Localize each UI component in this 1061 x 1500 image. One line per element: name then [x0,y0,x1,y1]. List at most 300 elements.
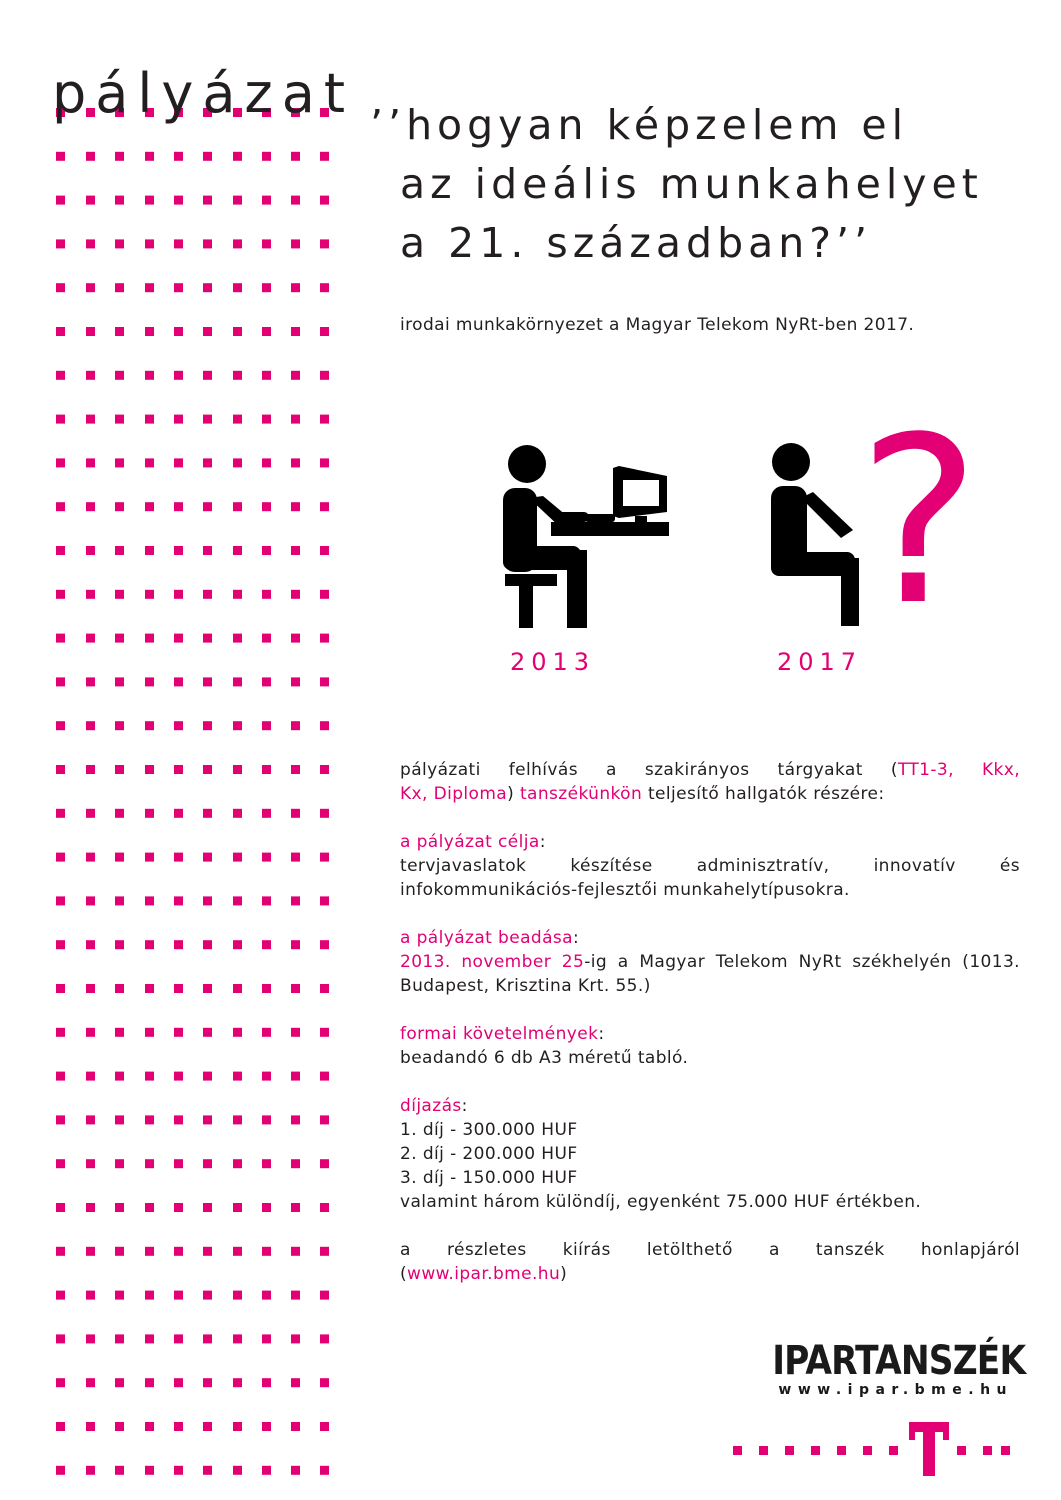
dot [291,371,300,380]
dot [291,1291,300,1300]
dot [145,896,154,905]
dot [56,1466,65,1475]
paren: ( [400,1264,408,1284]
dot [56,546,65,555]
dot [262,371,271,380]
telekom-t-logo-icon [733,1420,1013,1480]
dot [86,1028,95,1037]
goal-line-1: tervjavaslatok készítése adminisztratív, innovatív és [400,856,1020,876]
dot [115,765,124,774]
dot [262,634,271,643]
dot [320,1334,329,1343]
dot [86,546,95,555]
dot [56,634,65,643]
goal-section [400,830,1020,902]
dot [145,1466,154,1475]
dot [320,590,329,599]
call-text: ) [507,784,520,804]
dot [203,1072,212,1081]
dot [56,590,65,599]
dot [233,152,242,161]
dot [262,546,271,555]
dot [320,1422,329,1431]
dot [115,415,124,424]
dot [174,371,183,380]
dot [56,1072,65,1081]
department-word: tanszékünkön [519,784,643,804]
logo-url: www.ipar.bme.hu [778,1382,1013,1398]
dot [86,502,95,511]
dot [320,546,329,555]
dot [203,415,212,424]
prize-item: 3. díj - 150.000 HUF [400,1168,578,1188]
dot [56,1334,65,1343]
dot [145,1378,154,1387]
dot [86,896,95,905]
dot [56,765,65,774]
dot [86,327,95,336]
dot [233,1291,242,1300]
dot [262,502,271,511]
call-paragraph [400,758,1020,806]
dot [86,677,95,686]
dot [233,677,242,686]
logo-wordmark: IPARTANSZÉK [772,1338,1026,1384]
question-mark-glyph: ? [858,389,981,656]
dot [115,590,124,599]
dot [145,327,154,336]
dot [233,634,242,643]
dot [56,721,65,730]
dot [262,239,271,248]
dot [262,677,271,686]
submission-heading [400,926,1020,950]
dot [145,940,154,949]
call-line-1 [400,758,1020,782]
dot [174,1378,183,1387]
dot [56,152,65,161]
dot [320,458,329,467]
dot [86,1378,95,1387]
dot [233,590,242,599]
dot [115,1291,124,1300]
dot [56,458,65,467]
dot [86,590,95,599]
dot [86,721,95,730]
dot [320,239,329,248]
dot [233,1203,242,1212]
dot [320,415,329,424]
dot [320,196,329,205]
dot [86,1159,95,1168]
dot [320,940,329,949]
dot [233,1422,242,1431]
dot [145,1291,154,1300]
ipartanszek-logo [733,1338,1026,1398]
dot [203,1247,212,1256]
dot [291,940,300,949]
dot [262,415,271,424]
dot [233,327,242,336]
deadline-date: 2013. november 25 [400,952,585,972]
dot [115,896,124,905]
dot [174,152,183,161]
dot [145,458,154,467]
dot [203,458,212,467]
dot [115,283,124,292]
subtitle: irodai munkakörnyezet a Magyar Telekom NyRt-ben 2017. [400,315,915,335]
dot [56,327,65,336]
dot [56,984,65,993]
dot [115,853,124,862]
dot [145,1247,154,1256]
call-text: teljesítő hallgatók részére: [642,784,885,804]
dot [115,196,124,205]
dot [86,1422,95,1431]
dot [115,1422,124,1431]
dot [174,283,183,292]
dot [86,239,95,248]
dot [262,940,271,949]
dot [56,502,65,511]
details-line-1: a részletes kiírás letölthető a tanszék honlapjáról [400,1240,1020,1260]
dot [320,853,329,862]
dot [145,1028,154,1037]
colon: : [461,1096,468,1116]
colon: : [539,832,546,852]
dot [262,1247,271,1256]
dot [86,458,95,467]
dot [203,896,212,905]
dot [115,152,124,161]
call-content [400,758,1020,1310]
dot [203,239,212,248]
dot [174,1115,183,1124]
dot [262,721,271,730]
dot [145,415,154,424]
dot [174,853,183,862]
dot [203,1378,212,1387]
dot [262,984,271,993]
submission-section [400,926,1020,998]
prizes-section [400,1094,1020,1214]
dot [174,415,183,424]
dot [233,239,242,248]
dot [291,984,300,993]
dot [291,502,300,511]
dot [145,1159,154,1168]
dot [262,590,271,599]
course-codes-cont: Kx, Diploma [400,784,508,804]
dot [145,1422,154,1431]
dot [291,1203,300,1212]
colon: : [573,928,580,948]
dot [115,1028,124,1037]
dot [320,1115,329,1124]
dot [233,940,242,949]
dot [56,1247,65,1256]
dot [174,634,183,643]
dot [56,239,65,248]
dot [56,371,65,380]
dot [174,1159,183,1168]
dot [115,984,124,993]
dot [262,765,271,774]
dot [203,1466,212,1475]
dot [291,1378,300,1387]
dot [291,239,300,248]
dot [115,1203,124,1212]
dot [320,896,329,905]
dot [145,1203,154,1212]
dot [145,721,154,730]
dot [174,677,183,686]
dot [203,152,212,161]
dot [56,196,65,205]
dot [233,1115,242,1124]
dot [86,1203,95,1212]
dot [174,1422,183,1431]
details-section [400,1238,1020,1286]
dot [262,196,271,205]
dot [291,1115,300,1124]
submission-heading-text: a pályázat beadása [400,928,573,948]
dot [233,196,242,205]
dot [203,1291,212,1300]
dot [291,1422,300,1431]
dot [233,1028,242,1037]
dot [174,546,183,555]
dot [203,590,212,599]
dot [203,1115,212,1124]
dot [145,1072,154,1081]
dot [233,458,242,467]
dot [115,371,124,380]
dot [233,546,242,555]
dot [56,677,65,686]
dot [115,1072,124,1081]
dot [320,634,329,643]
dot [320,327,329,336]
dot [56,415,65,424]
dot [233,502,242,511]
dot [291,1072,300,1081]
dot [320,1466,329,1475]
dot [320,765,329,774]
prize-item: 2. díj - 200.000 HUF [400,1144,578,1164]
person-at-computer-desk-icon [495,440,675,630]
dot [291,896,300,905]
dot [115,327,124,336]
dot [320,721,329,730]
dot [115,1466,124,1475]
dot [145,1334,154,1343]
dot [174,940,183,949]
dot [86,1334,95,1343]
dot [203,371,212,380]
dot [86,765,95,774]
dot [291,1028,300,1037]
dot [145,371,154,380]
dot [145,853,154,862]
year-2017-label: 2017 [777,648,863,676]
dot [262,1028,271,1037]
dot [320,1072,329,1081]
dot [86,634,95,643]
dot [262,1072,271,1081]
dot [320,1028,329,1037]
dot [86,940,95,949]
goal-heading [400,830,1020,854]
dot [56,283,65,292]
dot [115,1115,124,1124]
dot [86,415,95,424]
website-link[interactable]: www.ipar.bme.hu [407,1264,561,1284]
dot [115,502,124,511]
dot [262,1115,271,1124]
dot [86,283,95,292]
person-sitting-icon [765,440,865,630]
dot [291,415,300,424]
dot [56,1422,65,1431]
dot [203,1334,212,1343]
dot [291,853,300,862]
dot [203,1159,212,1168]
paren: ) [560,1264,568,1284]
dot [56,853,65,862]
dot [174,1247,183,1256]
dot [291,765,300,774]
dot [56,1378,65,1387]
dot [233,415,242,424]
dot [262,1159,271,1168]
dot [86,196,95,205]
dot [262,896,271,905]
dot [320,677,329,686]
dot [56,809,65,818]
dot [203,502,212,511]
submission-line-1 [400,950,1020,974]
dot [86,152,95,161]
dot [115,546,124,555]
dot [56,1203,65,1212]
dot [233,984,242,993]
dot [233,1378,242,1387]
dot [145,283,154,292]
dot [115,940,124,949]
dot [291,634,300,643]
format-heading-text: formai követelmények [400,1024,599,1044]
dot [56,1115,65,1124]
dot [145,984,154,993]
format-section [400,1022,1020,1070]
dot [115,1247,124,1256]
dot [233,809,242,818]
dot [145,677,154,686]
dot [203,940,212,949]
dot [320,1203,329,1212]
dot [320,371,329,380]
dot [233,1334,242,1343]
dot [320,1291,329,1300]
dot [174,196,183,205]
dot [233,283,242,292]
dot [174,1466,183,1475]
dot [291,1334,300,1343]
dot [115,1159,124,1168]
headline-line-1: ’’hogyan képzelem el [370,101,909,149]
dot [56,940,65,949]
dot [174,1203,183,1212]
dot [56,1291,65,1300]
goal-heading-text: a pályázat célja [400,832,540,852]
dot [291,546,300,555]
dot [115,1378,124,1387]
colon: : [598,1024,605,1044]
headline-line-2: az ideális munkahelyet [400,160,983,208]
dot [86,1291,95,1300]
dot [233,1466,242,1475]
dot [174,590,183,599]
dot [145,590,154,599]
dot [262,809,271,818]
dot [233,765,242,774]
dot [174,809,183,818]
dot [86,1072,95,1081]
dot [262,1291,271,1300]
dot [203,765,212,774]
dot [320,984,329,993]
prizes-heading-text: díjazás [400,1096,462,1116]
dot [320,1378,329,1387]
dot [203,984,212,993]
dot [291,1466,300,1475]
dot [233,1072,242,1081]
course-codes: TT1-3, Kkx, [897,760,1020,780]
dot [262,1422,271,1431]
dot [174,1028,183,1037]
dot [320,152,329,161]
dot [262,1203,271,1212]
dot [291,809,300,818]
dot [145,502,154,511]
dot [56,896,65,905]
headline-question [370,96,983,273]
dot [115,809,124,818]
dot [145,634,154,643]
dot [56,1159,65,1168]
dot [291,721,300,730]
dot [233,1159,242,1168]
submission-text: -ig a Magyar Telekom NyRt székhelyén (1013. [584,952,1020,972]
dot [115,634,124,643]
dot [145,152,154,161]
dot [320,1159,329,1168]
dot [115,721,124,730]
dot [115,677,124,686]
dot [262,283,271,292]
dot [233,896,242,905]
dot [291,677,300,686]
details-line-2 [400,1262,1020,1286]
dot [262,458,271,467]
dot [203,327,212,336]
dot [174,458,183,467]
dot [145,765,154,774]
dot [291,327,300,336]
dot [115,239,124,248]
dot [291,1247,300,1256]
